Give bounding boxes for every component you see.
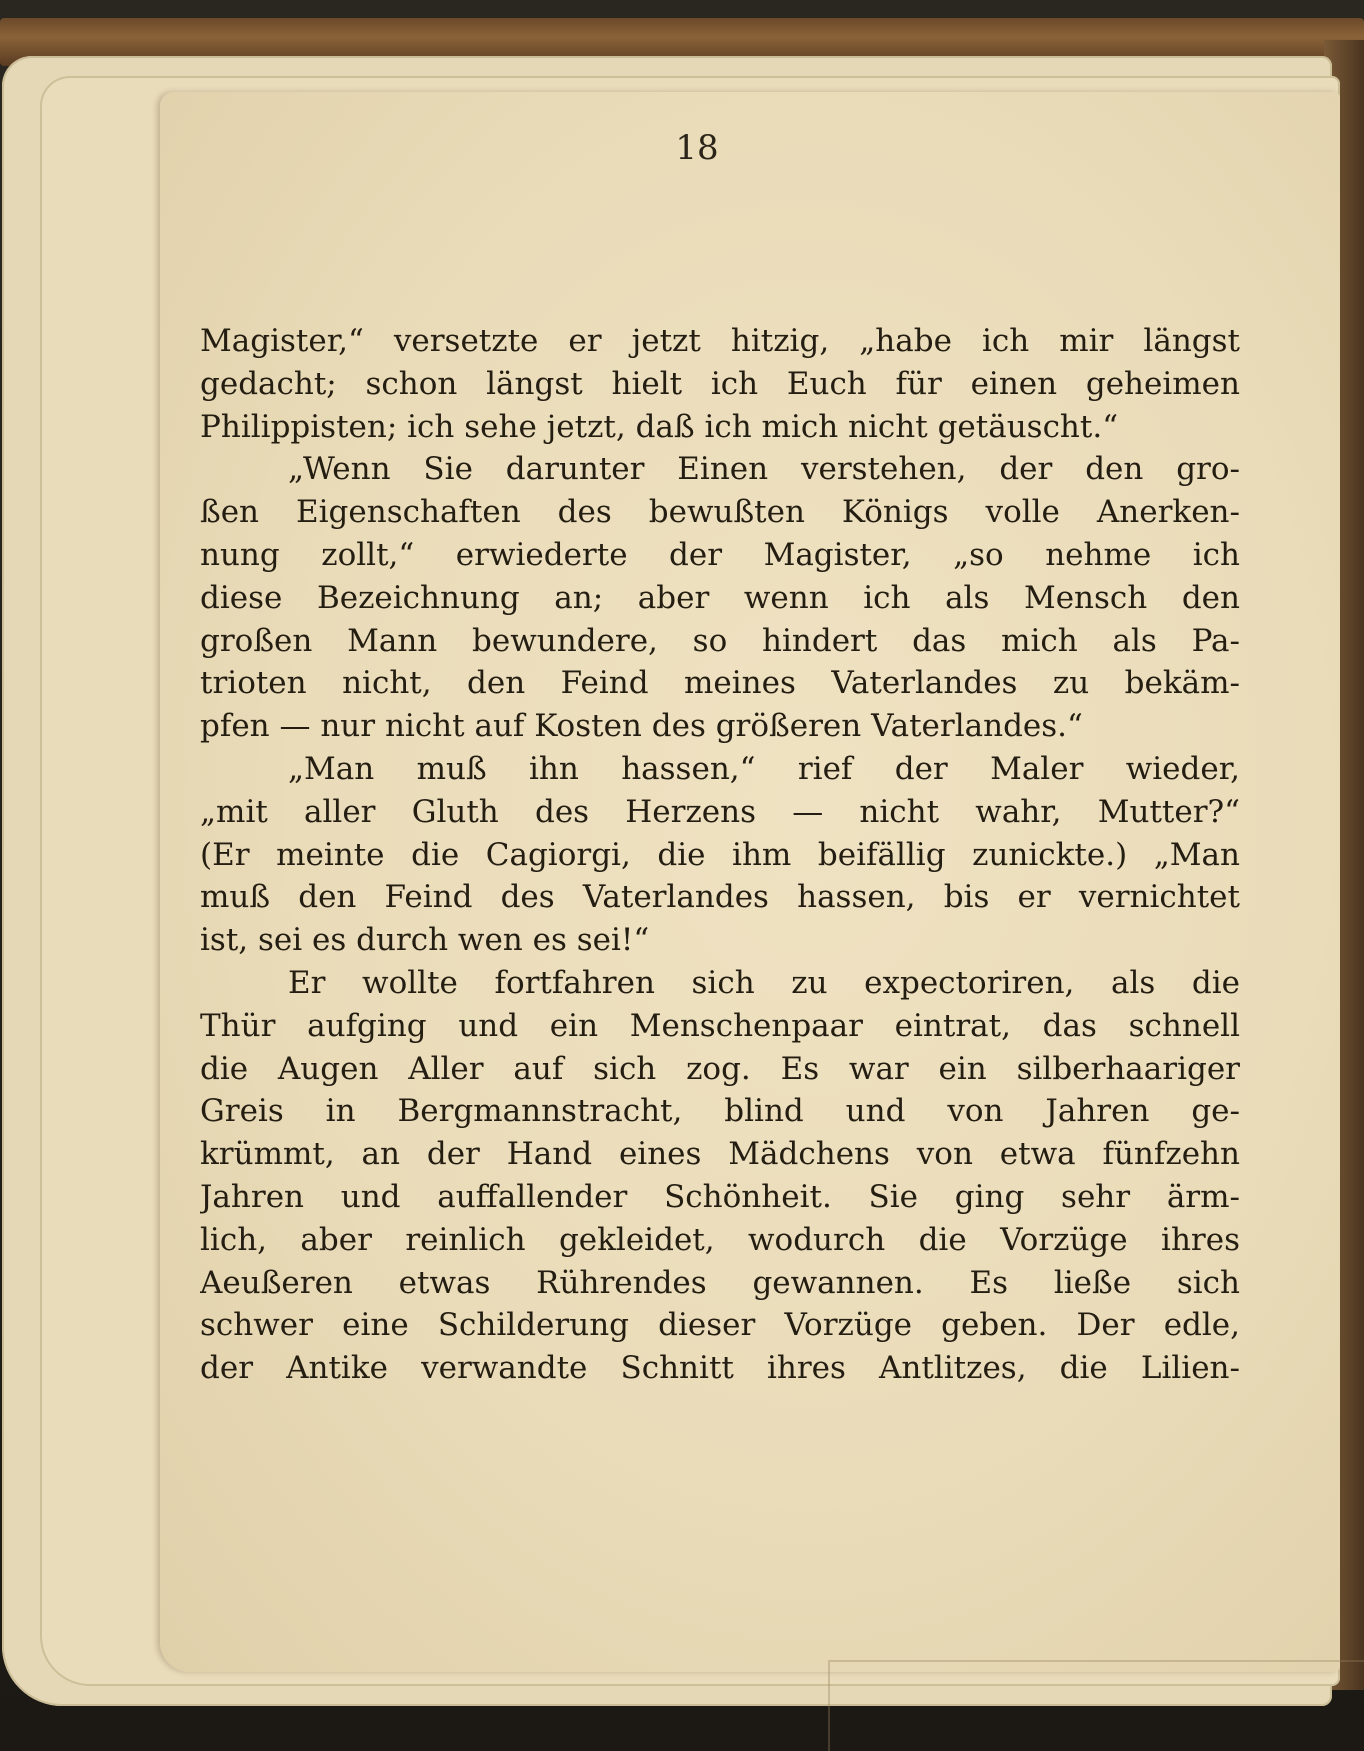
text-line: krümmt, an der Hand eines Mädchens von etwa fünfzehn — [200, 1136, 1240, 1173]
text-line: Greis in Bergmannstracht, blind und von Jahren ge- — [200, 1093, 1240, 1130]
text-line: Thür aufging und ein Menschenpaar eintrat, das schnell — [200, 1007, 1240, 1044]
text-line: schwer eine Schilderung dieser Vorzüge geben. Der edle, — [200, 1307, 1240, 1344]
page-text-body — [200, 320, 1240, 1440]
text-line: großen Mann bewundere, so hindert das mich als Pa- — [200, 622, 1240, 659]
text-line: der Antike verwandte Schnitt ihres Antlitzes, die Lilien- — [200, 1350, 1240, 1387]
text-line: ßen Eigenschaften des bewußten Königs volle Anerken- — [200, 494, 1240, 531]
text-line: Aeußeren etwas Rührendes gewannen. Es ließe sich — [200, 1264, 1240, 1301]
text-line: Jahren und auffallender Schönheit. Sie ging sehr ärm- — [200, 1178, 1240, 1215]
text-line: gedacht; schon längst hielt ich Euch für einen geheimen — [200, 365, 1240, 402]
text-line: „Man muß ihn hassen,“ rief der Maler wieder, — [288, 750, 1240, 787]
text-line: Magister,“ versetzte er jetzt hitzig, „habe ich mir längst — [200, 323, 1240, 359]
text-line: pfen — nur nicht auf Kosten des größeren Vaterlandes.“ — [200, 708, 1083, 745]
text-line: „mit aller Gluth des Herzens — nicht wahr, Mutter?“ — [200, 793, 1240, 830]
text-line: muß den Feind des Vaterlandes hassen, bis er vernichtet — [200, 879, 1240, 916]
text-line: lich, aber reinlich gekleidet, wodurch die Vorzüge ihres — [200, 1221, 1240, 1258]
text-line: nung zollt,“ erwiederte der Magister, „so nehme ich — [200, 536, 1240, 573]
text-line: Philippisten; ich sehe jetzt, daß ich mich nicht getäuscht.“ — [200, 408, 1119, 445]
text-line: (Er meinte die Cagiorgi, die ihm beifällig zunickte.) „Man — [200, 836, 1240, 873]
text-line: diese Bezeichnung an; aber wenn ich als Mensch den — [200, 579, 1240, 616]
text-line: trioten nicht, den Feind meines Vaterlandes zu bekäm- — [200, 665, 1240, 702]
text-line: die Augen Aller auf sich zog. Es war ein silberhaariger — [200, 1050, 1240, 1087]
text-line: Er wollte fortfahren sich zu expectoriren, als die — [288, 964, 1240, 1001]
text-line: „Wenn Sie darunter Einen verstehen, der den gro- — [288, 451, 1240, 488]
page-crease — [828, 1660, 1364, 1751]
page-number: 18 — [675, 128, 719, 168]
text-line: ist, sei es durch wen es sei!“ — [200, 922, 650, 959]
